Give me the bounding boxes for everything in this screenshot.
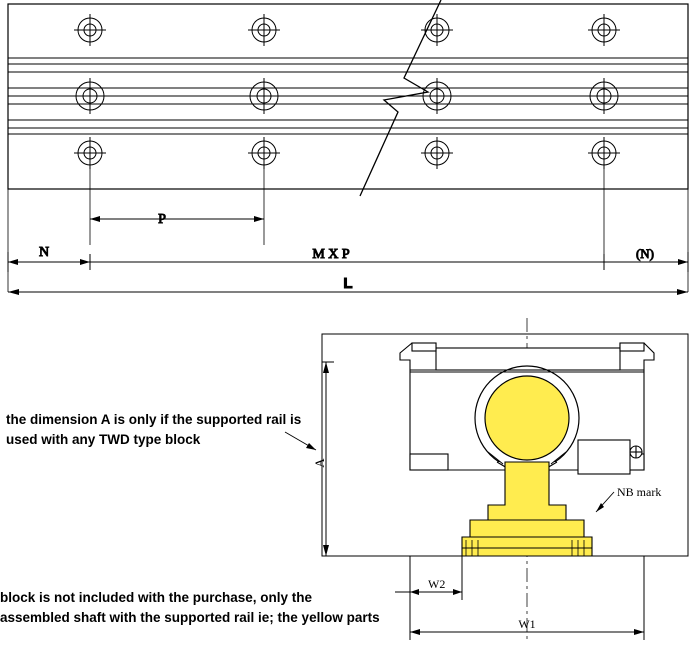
dimension-n-label: N <box>38 245 50 260</box>
dimension-w2-label: W2 <box>428 577 446 591</box>
dimension-p-label: P <box>158 212 166 227</box>
dimension-n-ref-label: (N) <box>635 246 655 261</box>
dimension-w1-label: W1 <box>518 617 536 631</box>
dimension-l-label: L <box>343 275 353 292</box>
dimension-a-label: A <box>312 458 327 468</box>
top-view-rail <box>8 0 688 295</box>
note-block-not-included: block is not included with the purchase, only the assembled shaft with the supported rail ie; the yellow parts <box>0 590 380 625</box>
dimension-mxp-label: M X P <box>312 247 350 262</box>
note-dimension-a: the dimension A is only if the supported rail is used with any TWD type block <box>6 412 302 447</box>
nb-mark-label: NB mark <box>617 485 662 499</box>
dimension-p <box>90 216 264 222</box>
